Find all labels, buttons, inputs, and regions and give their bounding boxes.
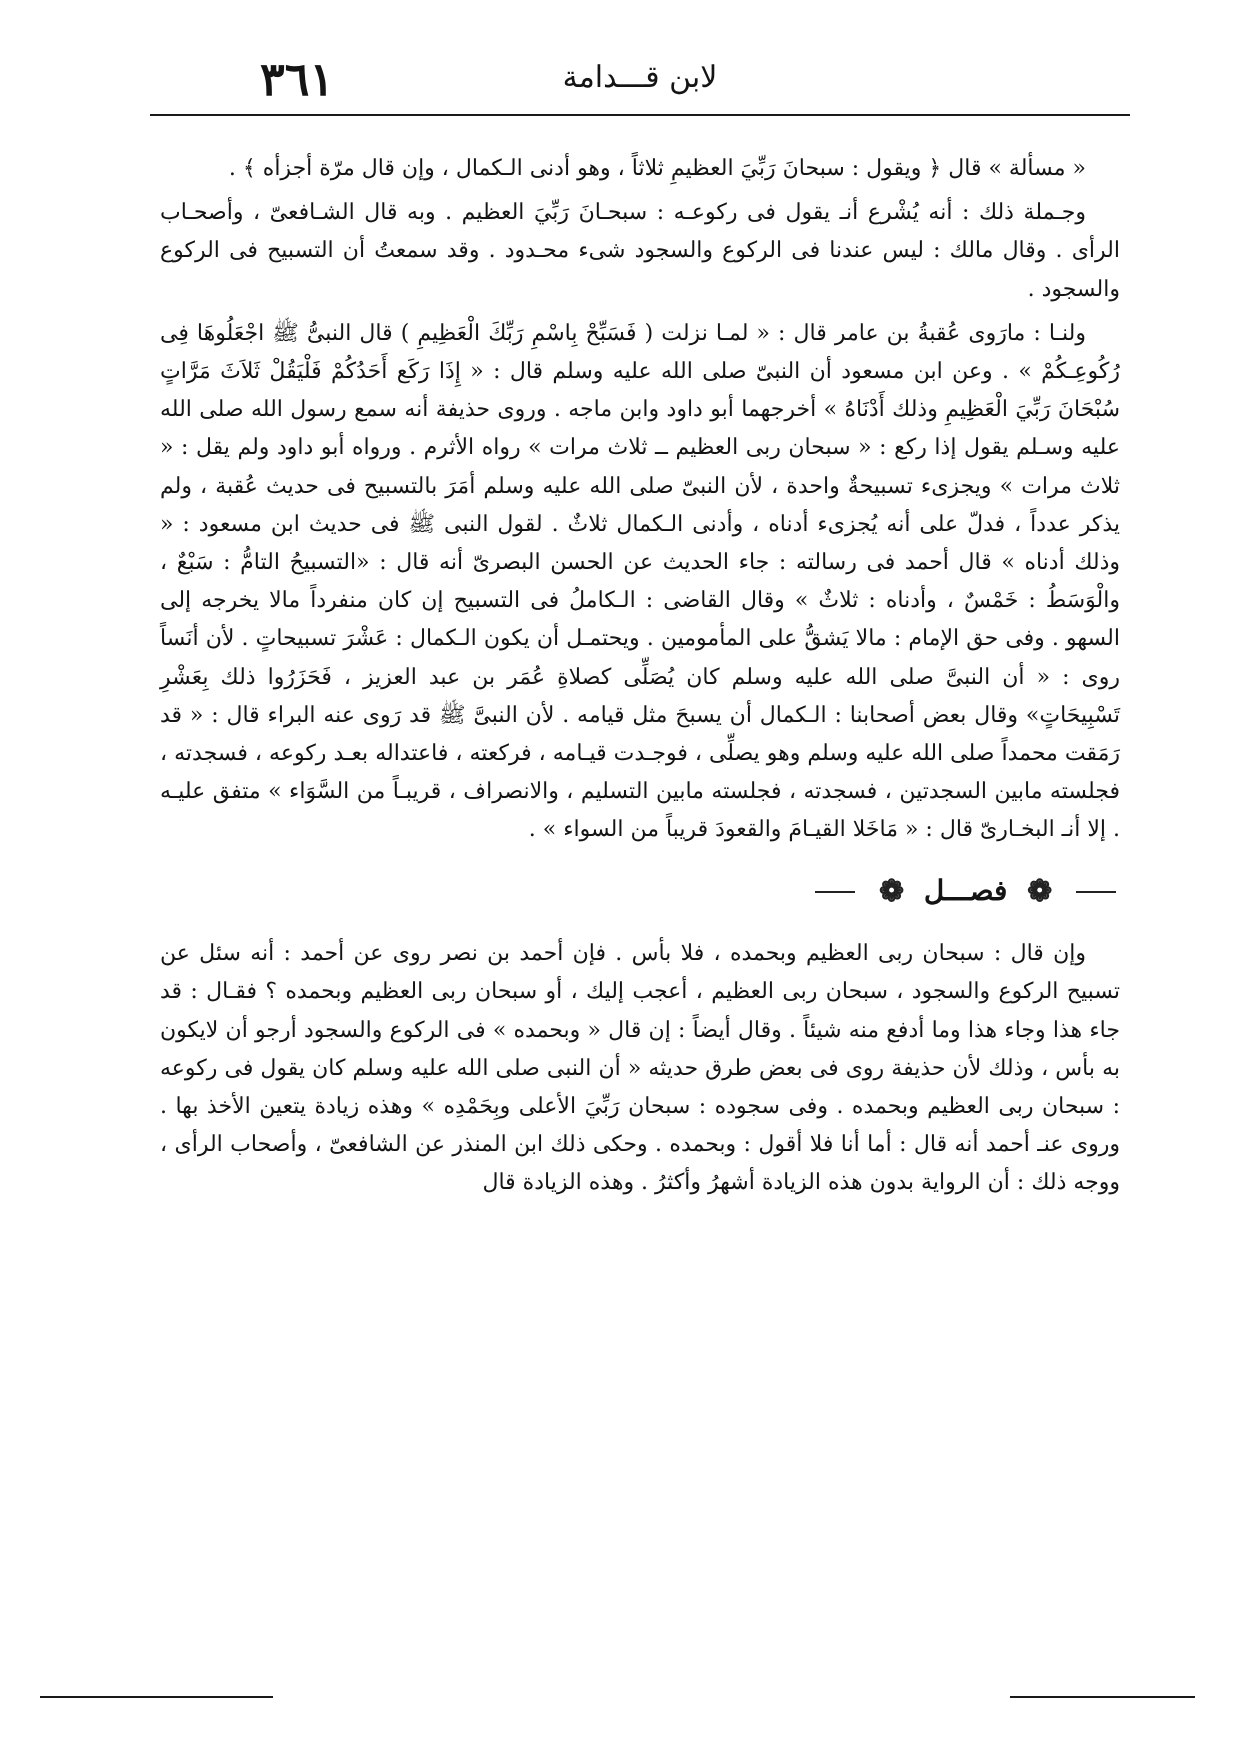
floral-ornament-icon: ❁: [878, 874, 905, 910]
paragraph: وجـملة ذلك : أنه يُشْرع أنـ يقول فى ركوعـه : سبحـانَ رَبِّيَ العظيم . وبه قال الشـافعىّ ، وأصحـاب الرأى . وقال مالك : ليس عندنا فى الركوع والسجود شىء محـدود . وقد سمعتُ أن التسبيح فى الركوع والسجود .: [160, 200, 1120, 302]
paragraph: « مسألة » قال ﴿ ويقول : سبحانَ رَبِّيَ العظيمِ ثلاثاً ، وهو أدنى الـكمال ، وإن قال مرّة أجزأه ﴾ .: [228, 156, 1086, 181]
section-heading-label: فصـــل: [923, 873, 1008, 907]
section-heading: [160, 872, 1120, 912]
page-number: ٣٦١: [260, 52, 335, 106]
floral-ornament-icon: ❁: [1027, 874, 1053, 910]
paragraph: ولنـا : مارَوى عُقبةُ بن عامر قال : « لمـا نزلت ( فَسَبِّحْ بِاسْمِ رَبِّكَ الْعَظِيمِ ) قال النبىُّ ﷺ اجْعَلُوهَا فِى رُكُوعِـكُمْ » . وعن ابن مسعود أن النبىّ صلى الله عليه وسلم قال : « إِذَا رَكَع أَحَدُكُمْ فَلْيَقُلْ ثَلاَثَ مَرَّاتٍ سُبْحَانَ رَبِّيَ الْعَظِيمِ وذلك أَدْنَاهُ » أخرجهما أبو داود وابن ماجه . وروى حذيفة أنه سمع رسول الله صلى الله عليه وسـلم يقول إذا ركع : « سبحان ربى العظيم ــ ثلاث مرات » رواه الأثرم . ورواه أبو داود ولم يقل : « ثلاث مرات » ويجزىء تسبيحةٌ واحدة ، لأن النبىّ صلى الله عليه وسلم أمَرَ بالتسبيح فى حديث عُقبة ، ولم يذكر عدداً ، فدلّ على أنه يُجزىء أدناه ، وأدنى الـكمال ثلاثٌ . لقول النبى ﷺ فى حديث ابن مسعود : « وذلك أدناه » قال أحمد فى رسالته : جاء الحديث عن الحسن البصرىّ أنه قال : «التسبيحُ التامُّ : سَبْعٌ ، والْوَسَطُ : خَمْسٌ ، وأدناه : ثلاثٌ » وقال القاضى : الـكاملُ فى التسبيح إن كان منفرداً مالا يخرجه إلى السهو . وفى حق الإمام : مالا يَشقُّ على المأمومين . ويحتمـل أن يكون الـكمال : عَشْرَ تسبيحاتٍ . لأن أنَساً روى : « أن النبىَّ صلى الله عليه وسلم كان يُصَلِّى كصلاةِ عُمَر بن عبد العزيز ، فَحَزَرُوا ذلك بِعَشْرِ تَسْبِيحَاتٍ» وقال بعض أصحابنا : الـكمال أن يسبحَ مثل قيامه . لأن النبىَّ ﷺ قد رَوى عنه البراء قال : « قد رَمَقت محمداً صلى الله عليه وسلم وهو يصلِّى ، فوجـدت قيـامه ، فركعته ، فاعتداله بعـد ركوعه ، فسجدته ، فجلسته مابين السجدتين ، فسجدته ، فجلسته مابين التسليم ، والانصراف ، قريبـاً من السَّوَاء » متفق عليـه . إلا أنـ البخـارىّ قال : « مَاخَلا القيـامَ والقعودَ قريباً من السواء » .: [160, 320, 1120, 843]
running-title: لابن قـــدامة: [562, 60, 718, 95]
rule-line: [815, 891, 855, 893]
paragraph: وإن قال : سبحان ربى العظيم وبحمده ، فلا بأس . فإن أحمد بن نصر روى عن أحمد : أنه سئل عن تسبيح الركوع والسجود ، سبحان ربى العظيم ، أعجب إليك ، أو سبحان ربى العظيم وبحمده ؟ فقـال : قد جاء هذا وجاء هذا وما أدفع منه شيئاً . وقال أيضاً : إن قال « وبحمده » فى الركوع والسجود أرجو أن لايكون به بأس ، وذلك لأن حذيفة روى فى بعض طرق حديثه « أن النبى صلى الله عليه وسلم كان يقول فى ركوعه : سبحان ربى العظيم وبحمده . وفى سجوده : سبحان رَبِّيَ الأعلى وبِحَمْدِه » وهذه زيادة يتعين الأخذ بها . وروى عنـ أحمد أنه قال : أما أنا فلا أقول : وبحمده . وحكى ذلك ابن المنذر عن الشافعىّ ، وأصحاب الرأى ، ووجه ذلك : أن الرواية بدون هذه الزيادة أشهرُ وأكثرُ . وهذه الزيادة قال: [160, 941, 1121, 1196]
page-header: [150, 48, 1130, 116]
page-body: [160, 150, 1120, 1209]
footnote-rule: [40, 1696, 273, 1698]
footnote-rule: [1010, 1696, 1195, 1698]
rule-line: [1076, 891, 1116, 893]
